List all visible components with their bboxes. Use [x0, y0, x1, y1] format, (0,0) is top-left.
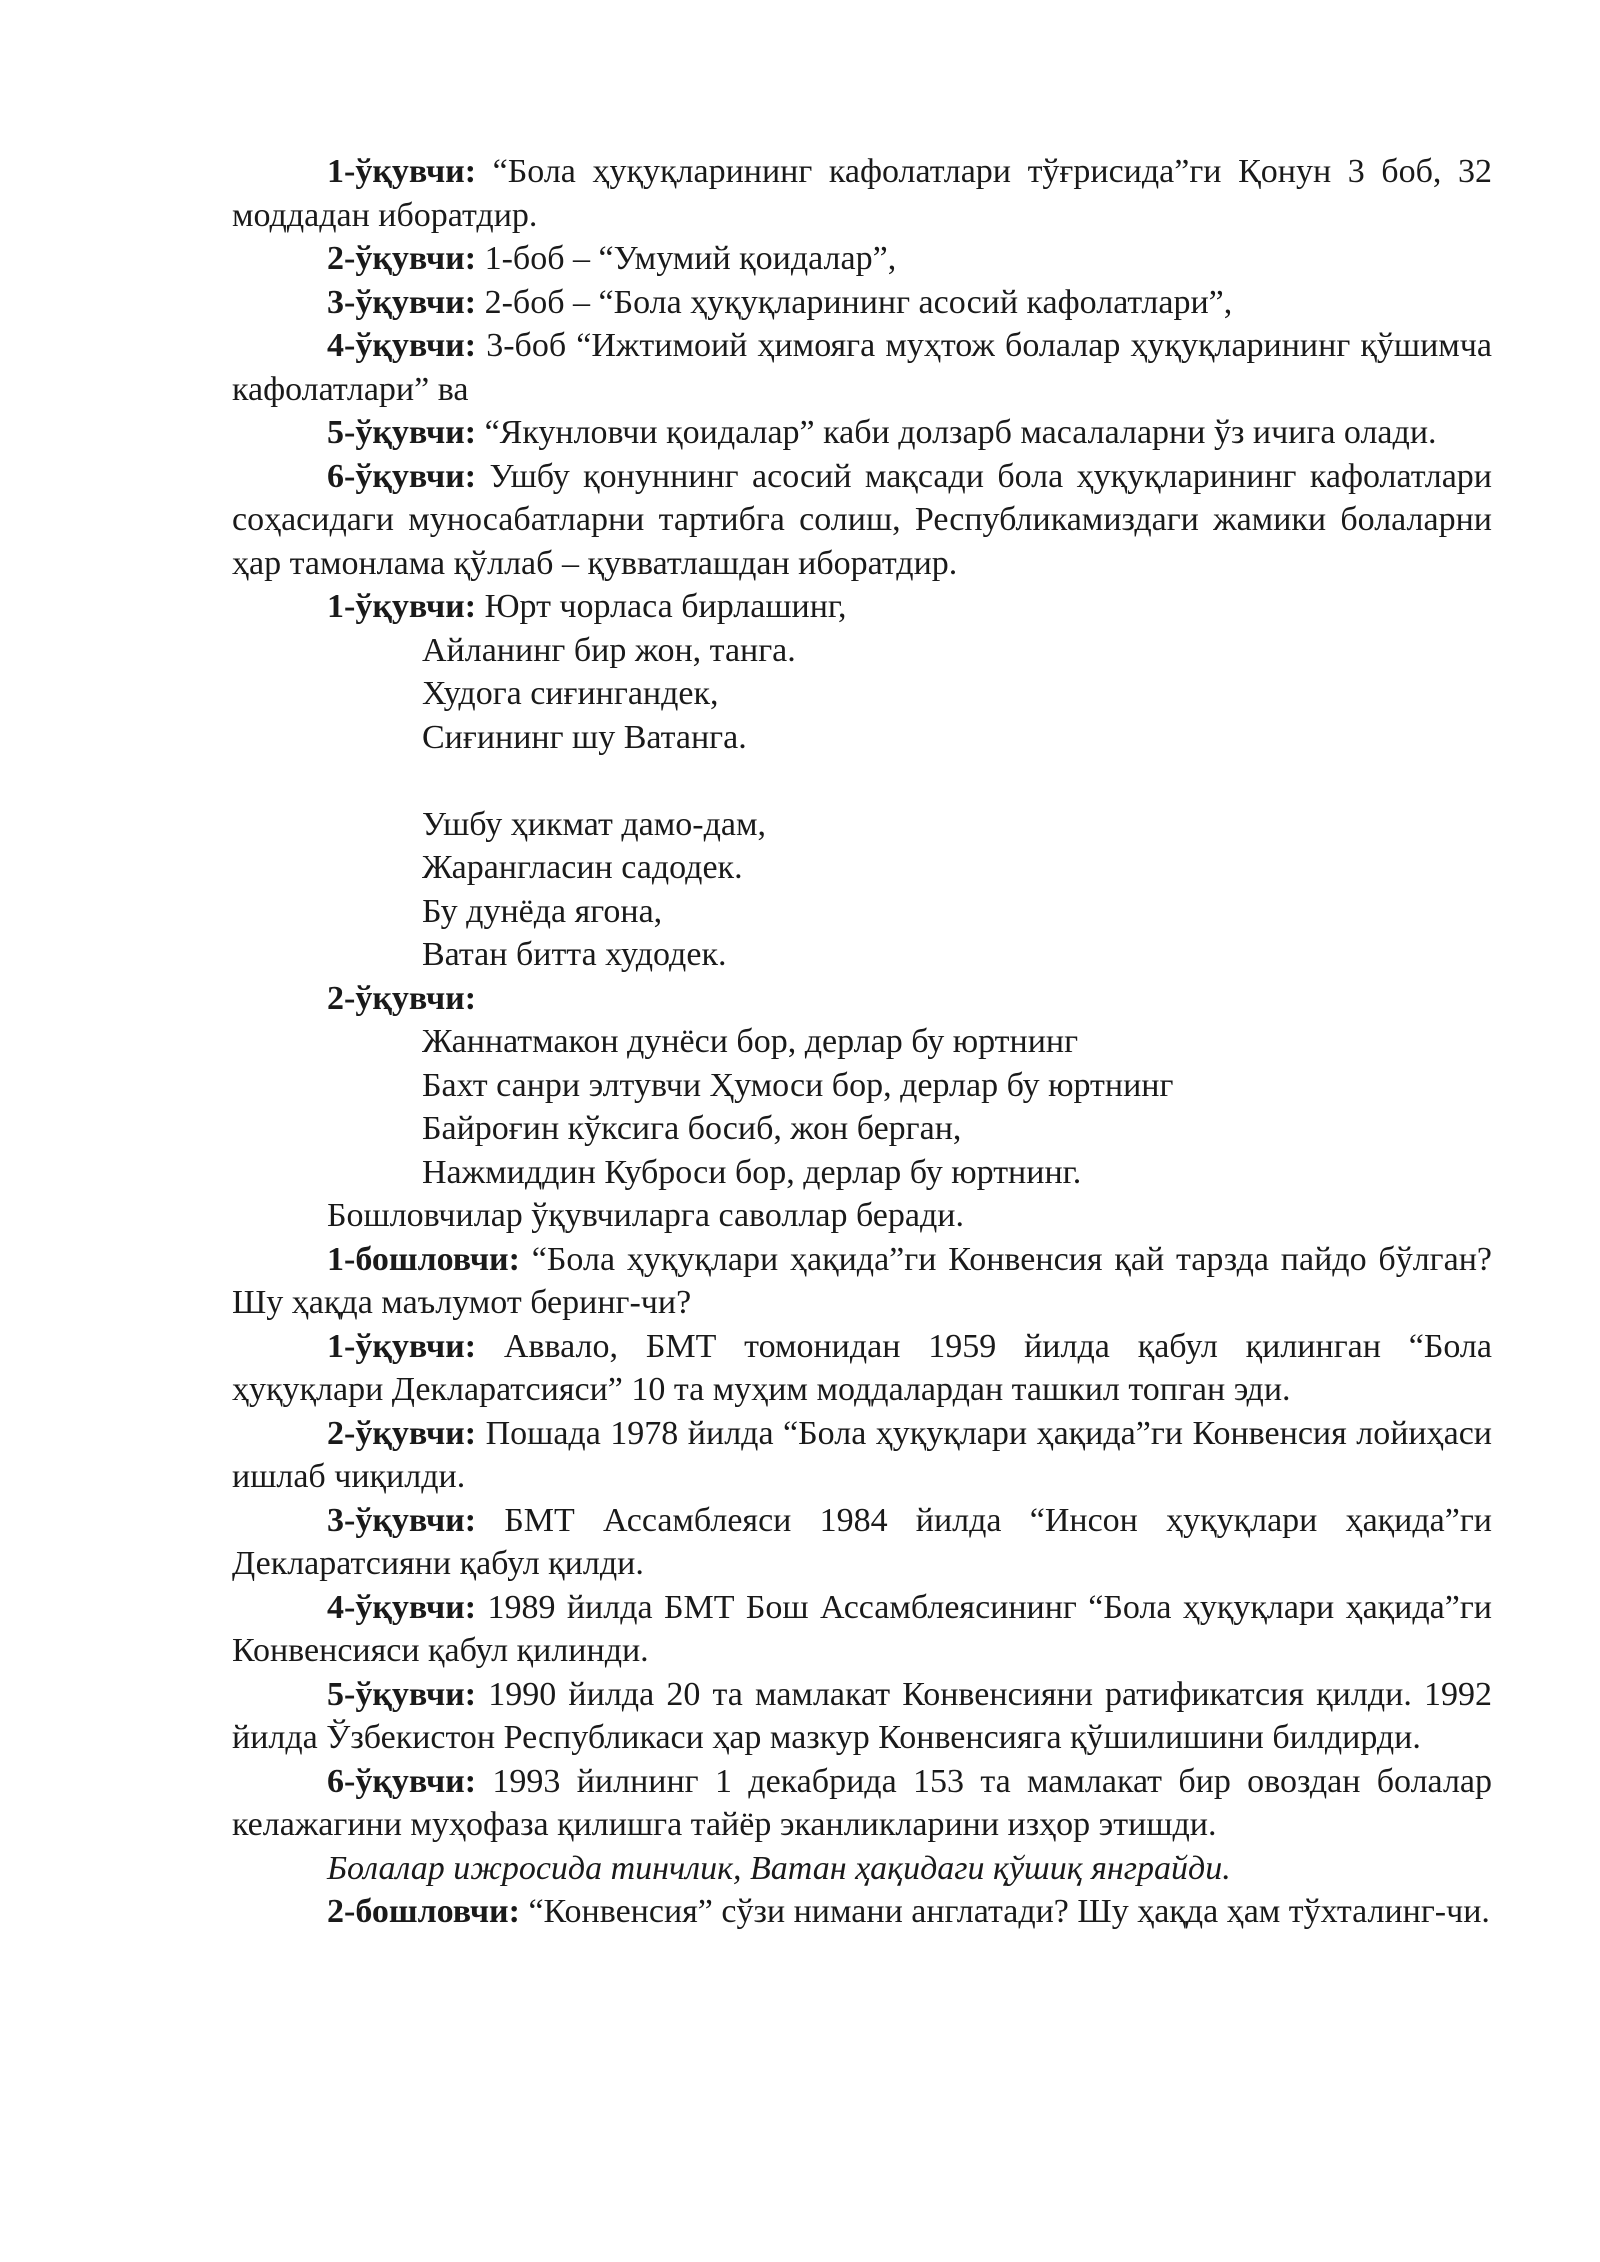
speaker-label: 2-бошловчи:	[327, 1893, 520, 1930]
paragraph	[232, 1238, 1492, 1325]
speaker-label: 1-ўқувчи:	[327, 153, 477, 190]
speaker-label: 6-ўқувчи:	[327, 457, 477, 495]
poem-line: Ушбу ҳикмат дамо-дам,	[422, 805, 766, 843]
paragraph-text: 1989 йилда БМТ Бош Ассамблеясининг “Бола ҳуқуқлари ҳақида”ги Конвенсияси қабул қилинди.	[232, 1588, 1492, 1669]
paragraph-text: БМТ Ассамблеяси 1984 йилда “Инсон ҳуқуқлари ҳақида”ги Декларатсияни қабул қилди.	[232, 1501, 1492, 1582]
poem-stanza	[232, 629, 1492, 760]
paragraph	[232, 585, 1492, 629]
paragraph-text: “Якунловчи қоидалар” каби долзарб масалаларни ўз ичига олади.	[476, 414, 1437, 451]
paragraph	[232, 411, 1492, 455]
speaker-label: 3-ўқувчи:	[327, 1501, 477, 1539]
paragraph	[232, 150, 1492, 237]
paragraph-text: “Бола ҳуқуқларининг кафолатлари тўғрисида”ги Қонун 3 боб, 32 моддадан иборатдир.	[232, 153, 1492, 234]
paragraph-text: Пошада 1978 йилда “Бола ҳуқуқлари ҳақида”ги Конвенсия лойиҳаси ишлаб чиқилди.	[232, 1414, 1492, 1495]
paragraph-text: Ушбу қонуннинг асосий мақсади бола ҳуқуқларининг кафолатлари соҳасидаги муносабатларни тартибга солиш, Республикамиздаги жамики болаларни ҳар тамонлама қўллаб – қувватлашдан иборатдир.	[232, 457, 1492, 582]
paragraph	[232, 1499, 1492, 1586]
paragraph	[232, 1412, 1492, 1499]
paragraph	[232, 455, 1492, 586]
speaker-label: 3-ўқувчи:	[327, 283, 477, 321]
paragraph	[232, 1760, 1492, 1847]
paragraph-text: Юрт чорласа бирлашинг,	[476, 588, 847, 625]
document-body	[232, 150, 1492, 1934]
speaker-label: 1-ўқувчи:	[327, 1327, 477, 1365]
paragraph	[232, 1890, 1492, 1934]
speaker-label: 5-ўқувчи:	[327, 414, 477, 451]
poem-line: Худога сиғингандек,	[422, 675, 719, 712]
poem-line: Бахт санри элтувчи Ҳумоси бор, дерлар бу юртнинг	[422, 1066, 1174, 1104]
poem-line: Жарангласин садодек.	[422, 849, 743, 886]
paragraph	[232, 1673, 1492, 1760]
paragraph-text: Аввало, БМТ томонидан 1959 йилда қабул қилинган “Бола ҳуқуқлари Декларатсияси” 10 та муҳим моддалардан ташкил топган эди.	[232, 1327, 1492, 1408]
poem-line: Нажмиддин Куброси бор, дерлар бу юртнинг.	[422, 1153, 1082, 1191]
paragraph	[232, 237, 1492, 281]
speaker-label: 6-ўқувчи:	[327, 1762, 477, 1800]
poem-stanza	[232, 803, 1492, 977]
paragraph-text: 1-боб – “Умумий қоидалар”,	[476, 240, 897, 277]
speaker-label: 4-ўқувчи:	[327, 327, 477, 364]
paragraph	[232, 324, 1492, 411]
poem-line: Бу дунёда ягона,	[422, 892, 663, 930]
poem-line: Жаннатмакон дунёси бор, дерлар бу юртнинг	[422, 1023, 1079, 1060]
poem-line: Байроғин кўксига босиб, жон берган,	[422, 1110, 962, 1147]
paragraph-text: 2-боб – “Бола ҳуқуқларининг асосий кафолатлари”,	[476, 283, 1233, 321]
speaker-label: 1-ўқувчи:	[327, 588, 477, 625]
poem-stanza	[232, 1020, 1492, 1194]
speaker-label: 2-ўқувчи:	[327, 979, 477, 1017]
poem-line: Ватан битта худодек.	[422, 936, 727, 973]
paragraph-text: 1990 йилда 20 та мамлакат Конвенсияни ратификатсия қилди. 1992 йилда Ўзбекистон Республикаси ҳар мазкур Конвенсияга қўшилишини билдирди.	[232, 1675, 1492, 1756]
speaker-label: 1-бошловчи:	[327, 1240, 520, 1278]
paragraph-text: “Конвенсия” сўзи нимани англатади? Шу ҳақда ҳам тўхталинг-чи.	[519, 1893, 1490, 1930]
paragraph-text: 3-боб “Ижтимоий ҳимояга муҳтож болалар ҳуқуқларининг қўшимча кафолатлари” ва	[232, 327, 1492, 408]
narration: Бошловчилар ўқувчиларга саволлар беради.	[327, 1197, 964, 1234]
paragraph-text: “Бола ҳуқуқлари ҳақида”ги Конвенсия қай тарзда пайдо бўлган? Шу ҳақда маълумот беринг-чи?	[232, 1240, 1492, 1321]
poem-line: Сиғининг шу Ватанга.	[422, 718, 747, 756]
stage-direction: Болалар ижросида тинчлик, Ватан ҳақидаги қўшиқ янграйди.	[327, 1849, 1231, 1887]
speaker-label: 5-ўқувчи:	[327, 1675, 477, 1713]
stanza-break	[232, 759, 1492, 803]
paragraph	[232, 1586, 1492, 1673]
speaker-label: 2-ўқувчи:	[327, 240, 477, 277]
speaker-label: 2-ўқувчи:	[327, 1414, 477, 1452]
speaker-label: 4-ўқувчи:	[327, 1588, 477, 1626]
paragraph-text: 1993 йилнинг 1 декабрида 153 та мамлакат бир овоздан болалар келажагини муҳофаза қилишга тайёр эканликларини изҳор этишди.	[232, 1762, 1492, 1843]
paragraph	[232, 281, 1492, 325]
paragraph	[232, 1325, 1492, 1412]
poem-line: Айланинг бир жон, танга.	[422, 631, 796, 669]
